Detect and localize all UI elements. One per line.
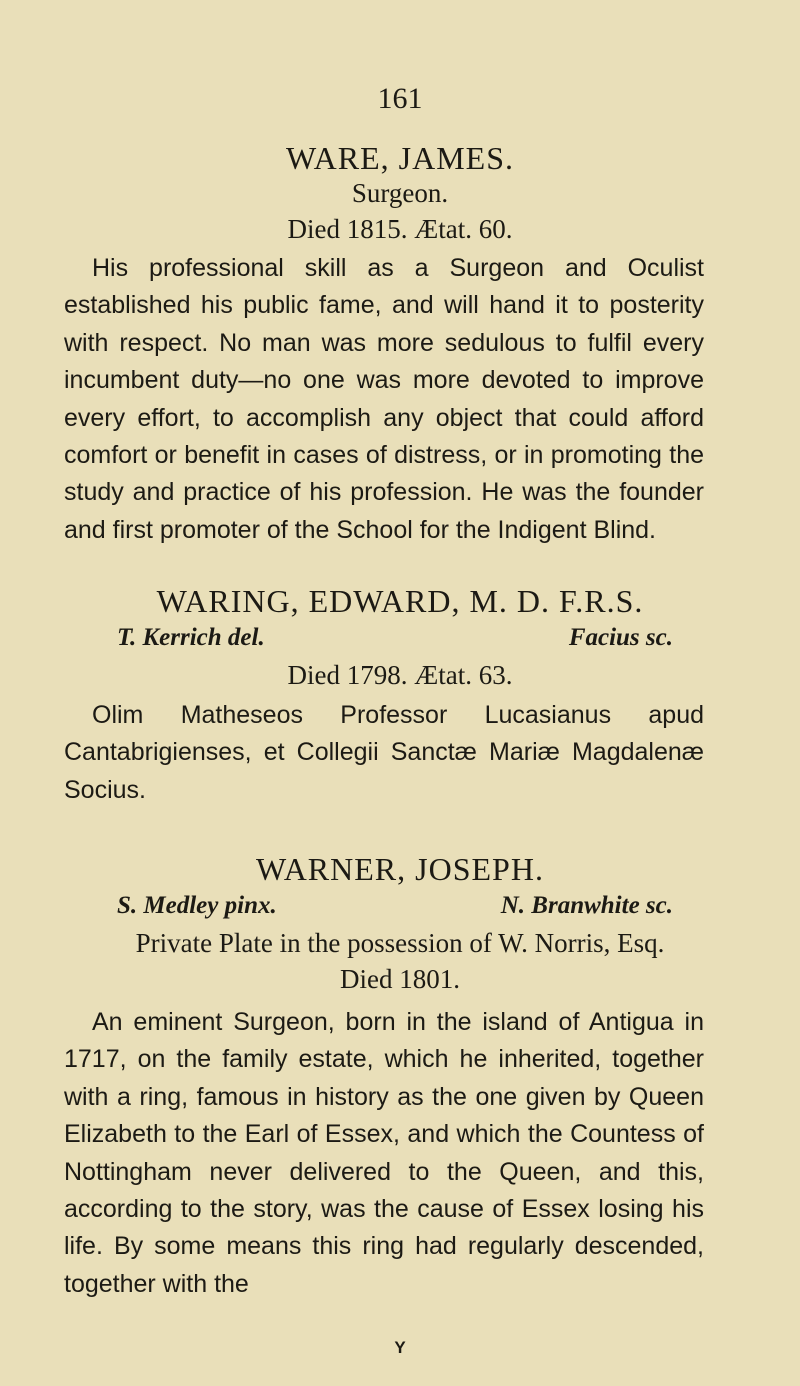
entry-name: WARE, JAMES. <box>285 140 514 176</box>
entry-biography: Olim Matheseos Professor Lucasianus apud Cantabrigienses, et Collegii Sanctæ Mariæ Magdalenæ Socius. <box>64 701 704 804</box>
entry-biography: His professional skill as a Surgeon and Oculist established his public fame, and will hand it to posterity with respect. No man was more sedulous to fulfil every incumbent duty—no one was more devoted to improve every effort, to accomplish any object that could afford comfort or benefit in cases of distress, or in promoting the study and practice of his profession. He was the founder and first promoter of the School for the Indigent Blind. <box>64 254 704 544</box>
entry-name: WARNER, JOSEPH. <box>256 851 544 887</box>
artist-credit: T. Kerrich del. <box>117 624 265 651</box>
page-number: 161 <box>377 82 423 115</box>
engraver-credit: N. Branwhite sc. <box>500 892 673 919</box>
entry-credits <box>117 892 673 920</box>
entry-credits <box>117 624 673 652</box>
entry-died: Died 1815. Ætat. 60. <box>287 214 513 244</box>
signature-mark: Y <box>394 1338 406 1357</box>
entry-died: Died 1801. <box>340 964 460 994</box>
entry-plate: Private Plate in the possession of W. Norris, Esq. <box>135 928 665 958</box>
entry-title: Surgeon. <box>351 178 449 208</box>
entry-biography: An eminent Surgeon, born in the island of Antigua in 1717, on the family estate, which he inherited, together with a ring, famous in history as the one given by Queen Elizabeth to the Earl of Essex, and which the Countess of Nottingham never delivered to the Queen, and this, according to the story, was the cause of Essex losing his life. By some means this ring had regularly descended, together with the <box>64 1008 704 1298</box>
engraver-credit: Facius sc. <box>568 624 673 651</box>
artist-credit: S. Medley pinx. <box>117 892 277 919</box>
entry-died: Died 1798. Ætat. 63. <box>287 660 513 690</box>
entry-name: WARING, EDWARD, M. D. F.R.S. <box>156 583 644 619</box>
